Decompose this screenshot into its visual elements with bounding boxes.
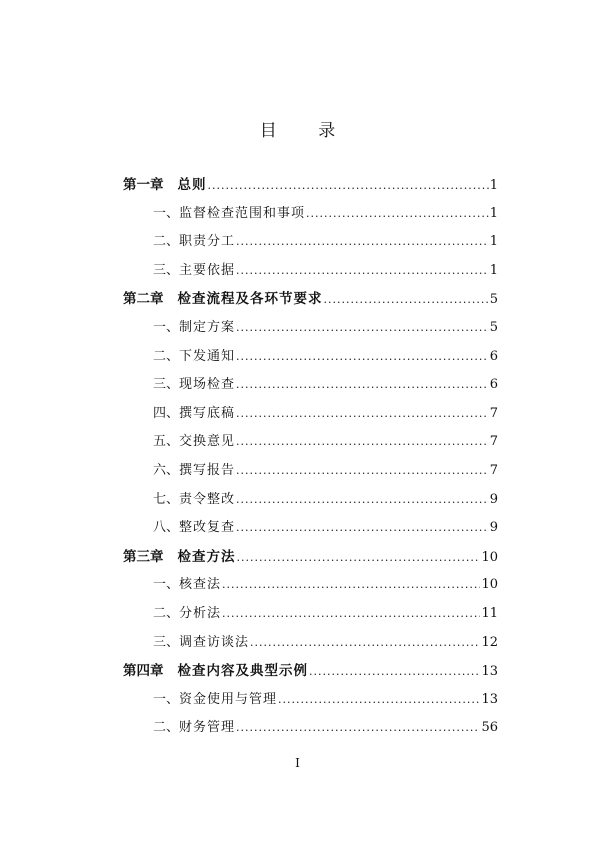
toc-entry-label: 资金使用与管理 xyxy=(179,691,278,707)
toc-entry-page-number: 1 xyxy=(489,262,498,278)
toc-entry-number: 第二章 xyxy=(123,291,164,308)
toc-chapter-entry[interactable] xyxy=(123,171,498,199)
toc-section-entry[interactable] xyxy=(153,486,498,514)
toc-entry-label: 核查法 xyxy=(179,577,222,593)
toc-entry-page-number: 5 xyxy=(489,292,498,308)
toc-section-entry[interactable] xyxy=(153,714,498,742)
toc-entry-label: 检查内容及典型示例 xyxy=(177,663,308,680)
toc-entry-page-number: 10 xyxy=(481,549,498,565)
toc-entry-page-number: 12 xyxy=(481,634,498,650)
toc-section-entry[interactable] xyxy=(153,428,498,456)
toc-entry-page-number: 6 xyxy=(489,348,498,364)
toc-entry-label: 交换意见 xyxy=(179,434,236,450)
toc-entry-label: 主要依据 xyxy=(179,262,236,278)
dot-leader xyxy=(222,600,480,628)
toc-entry-label: 制定方案 xyxy=(179,320,236,335)
toc-entry-label: 责令整改 xyxy=(179,491,236,507)
toc-entry-page-number: 1 xyxy=(489,234,498,250)
toc-entry-number: 二、 xyxy=(153,348,180,364)
dot-leader xyxy=(278,686,480,714)
toc-entry-number: 三、 xyxy=(153,262,180,278)
toc-section-entry[interactable] xyxy=(153,600,498,628)
toc-entry-page-number: 13 xyxy=(481,691,498,707)
toc-chapter-entry[interactable] xyxy=(123,285,498,313)
toc-section-entry[interactable] xyxy=(153,686,498,714)
dot-leader xyxy=(324,286,489,314)
toc-entry-page-number: 7 xyxy=(489,463,498,478)
toc-entry-page-number: 10 xyxy=(481,577,498,593)
dot-leader xyxy=(236,314,489,342)
toc-entry-page-number: 9 xyxy=(489,491,498,507)
page-number: I xyxy=(295,756,300,770)
toc-entry-number: 六、 xyxy=(153,463,180,478)
dot-leader xyxy=(236,486,489,514)
toc-chapter-entry[interactable] xyxy=(123,543,498,571)
toc-section-entry[interactable] xyxy=(153,514,498,542)
toc-entry-label: 财务管理 xyxy=(179,720,236,736)
dot-leader xyxy=(236,257,489,285)
toc-entry-number: 一、 xyxy=(153,577,180,593)
dot-leader xyxy=(236,343,489,371)
dot-leader xyxy=(208,172,489,200)
toc-entry-label: 总则 xyxy=(177,177,207,193)
toc-entry-label: 调查访谈法 xyxy=(179,634,250,650)
toc-entry-label: 检查方法 xyxy=(177,548,236,565)
toc-entry-number: 三、 xyxy=(153,634,180,650)
dot-leader xyxy=(237,544,481,572)
toc-entry-number: 二、 xyxy=(153,606,180,621)
dot-leader xyxy=(236,514,489,542)
dot-leader xyxy=(236,400,489,428)
dot-leader xyxy=(250,629,480,657)
toc-entry-number: 八、 xyxy=(153,520,180,536)
toc-entry-label: 整改复查 xyxy=(179,520,236,536)
toc-section-entry[interactable] xyxy=(153,343,498,371)
dot-leader xyxy=(236,371,489,399)
toc-entry-number: 五、 xyxy=(153,434,180,450)
dot-leader xyxy=(236,428,489,456)
toc-entry-page-number: 9 xyxy=(489,520,498,536)
toc-entry-label: 分析法 xyxy=(179,606,222,621)
toc-title: 目 录 xyxy=(259,121,354,141)
toc-entry-page-number: 7 xyxy=(489,434,498,450)
dot-leader xyxy=(236,457,489,485)
toc-entry-label: 现场检查 xyxy=(179,377,236,393)
toc-entry-label: 职责分工 xyxy=(179,234,236,250)
toc-entry-label: 撰写报告 xyxy=(179,463,236,478)
toc-entry-number: 三、 xyxy=(153,377,180,393)
toc-section-entry[interactable] xyxy=(153,629,498,657)
toc-entry-number: 二、 xyxy=(153,720,180,736)
dot-leader xyxy=(306,200,489,228)
toc-entry-label: 撰写底稿 xyxy=(179,405,236,421)
toc-entry-number: 二、 xyxy=(153,234,180,250)
dot-leader xyxy=(236,714,480,742)
toc-entry-page-number: 1 xyxy=(489,178,498,193)
toc-entry-number: 一、 xyxy=(153,691,180,707)
toc-section-entry[interactable] xyxy=(153,200,498,228)
toc-section-entry[interactable] xyxy=(153,400,498,428)
toc-section-entry[interactable] xyxy=(153,457,498,485)
dot-leader xyxy=(309,658,480,686)
toc-entry-number: 第四章 xyxy=(123,663,164,680)
toc-section-entry[interactable] xyxy=(153,314,498,342)
dot-leader xyxy=(222,571,480,599)
toc-entry-page-number: 13 xyxy=(481,664,498,680)
toc-entry-label: 检查流程及各环节要求 xyxy=(177,291,323,308)
toc-entry-number: 四、 xyxy=(153,405,180,421)
toc-entry-page-number: 56 xyxy=(481,720,498,736)
toc-entry-page-number: 7 xyxy=(489,405,498,421)
toc-entry-page-number: 11 xyxy=(481,606,498,621)
toc-chapter-entry[interactable] xyxy=(123,657,498,685)
toc-section-entry[interactable] xyxy=(153,571,498,599)
toc-section-entry[interactable] xyxy=(153,228,498,256)
toc-entry-number: 一、 xyxy=(153,205,180,221)
toc-entry-number: 第三章 xyxy=(123,548,164,565)
toc-entry-number: 七、 xyxy=(153,491,180,507)
toc-entry-page-number: 1 xyxy=(489,205,498,221)
toc-entry-number: 第一章 xyxy=(123,177,164,193)
toc-entry-label: 监督检查范围和事项 xyxy=(179,205,306,221)
dot-leader xyxy=(236,228,489,256)
toc-section-entry[interactable] xyxy=(153,371,498,399)
toc-section-entry[interactable] xyxy=(153,257,498,285)
toc-entry-label: 下发通知 xyxy=(179,348,236,364)
toc-entry-page-number: 5 xyxy=(489,320,498,335)
toc-entry-number: 一、 xyxy=(153,320,180,335)
toc-entry-page-number: 6 xyxy=(489,377,498,393)
